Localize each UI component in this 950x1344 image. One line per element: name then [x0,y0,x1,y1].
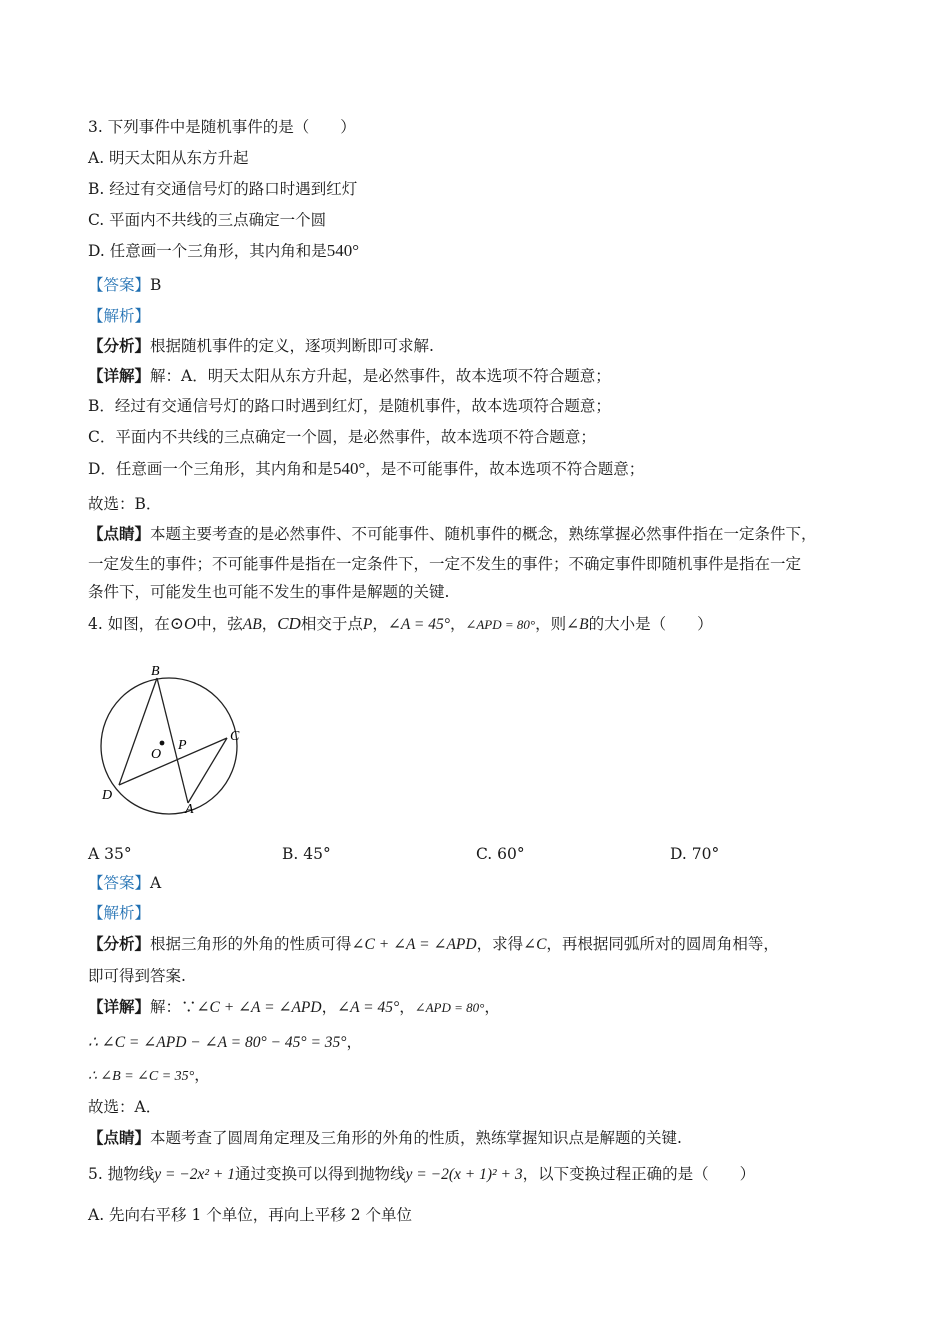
q3-xiangjie-1 [88,365,611,387]
q3-answer [88,274,161,296]
answer-tag: 【答案】 [88,874,151,892]
q3-stem: 3. 下列事件中是随机事件的是（ ） [88,118,356,136]
chord-ab: AB [242,616,262,633]
angle-b: ∠B [566,616,589,633]
fenxi-text: 根据随机事件的定义，逐项判断即可求解. [150,337,434,355]
q3-choose: 故选：B． [88,495,162,513]
comma: ， [449,615,466,633]
angle-a: ∠A = 45° [387,616,450,633]
stem-text: ，以下变换过程正确的是（ ） [522,1165,756,1183]
label-a: A [185,802,194,817]
angle-conclusion: ∴ ∠B = ∠C = 35° [88,1069,195,1084]
fenxi-tag: 【分析】 [88,934,151,953]
q4-choose: 故选：A． [88,1098,162,1116]
comma: ， [484,998,500,1016]
label-p: P [178,738,187,753]
fenxi-tag: 【分析】 [88,336,151,355]
dianjing-tag: 【点睛】 [88,1128,151,1147]
q3-option-d [88,240,359,262]
label-b: B [151,664,160,679]
angle-c: ∠C [523,936,547,953]
comma: ， [346,1033,363,1051]
comma: ， [372,615,388,633]
answer-value: B [150,276,162,294]
because-text: 解：∵ [150,998,197,1016]
line-text: D．任意画一个三角形，其内角和是 [88,460,333,478]
xiangjie-tag: 【详解】 [88,997,151,1016]
q4-option-d: D. 70° [670,845,720,863]
angle-equation: ∠C + ∠A = ∠APD [351,936,477,953]
q3-option-d-text: D. 任意画一个三角形，其内角和是 [88,242,327,260]
q3-option-b: B. 经过有交通信号灯的路口时遇到红灯 [88,180,358,198]
q4-xiangjie-3 [88,1064,210,1088]
circle-symbol: ⊙O [169,614,197,633]
q4-option-a: A 35° [88,845,132,863]
q3-option-c: C. 平面内不共线的三点确定一个圆 [88,211,327,229]
parabola-2: y = −2(x + 1)² + 3 [405,1166,523,1183]
q5-stem [88,1163,755,1186]
stem-text: ，则 [535,615,567,633]
stem-text: 中，弦 [196,615,243,633]
fenxi-text: ，再根据同弧所对的圆周角相等， [546,935,779,953]
point-p: P [362,616,373,633]
q4-xiangjie-1 [88,996,500,1019]
angle-computation: ∴ ∠C = ∠APD − ∠A = 80° − 45° = 35° [88,1034,347,1051]
q3-analysis-tag: 【解析】 [88,307,151,325]
comma: ， [321,998,338,1016]
angle-equation: ∠C + ∠A = ∠APD [196,999,322,1016]
xiangjie-tag: 【详解】 [88,366,151,385]
stem-text: 5. 抛物线 [88,1165,155,1183]
stem-text: 相交于点 [300,615,363,633]
q4-analysis-tag: 【解析】 [88,904,151,922]
comma: ， [261,615,278,633]
angle-value: 540° [332,459,366,478]
q4-answer [88,872,161,894]
q4-fenxi-1 [88,933,779,956]
q3-dianjing-1 [88,523,817,545]
label-d: D [102,788,113,803]
fenxi-text: ，求得 [476,935,524,953]
q3-option-d-value: 540° [326,241,360,260]
q5-option-a: A. 先向右平移 1 个单位，再向上平移 2 个单位 [88,1206,412,1224]
center-dot [160,741,165,746]
q3-option-a: A. 明天太阳从东方升起 [88,149,249,167]
stem-text: 的大小是（ ） [588,615,713,633]
parabola-1: y = −2x² + 1 [154,1166,236,1183]
q3-dianjing-3: 条件下，可能发生也可能不发生的事件是解题的关键. [88,583,450,601]
q4-stem [88,613,713,636]
q3-xiangjie-2: B．经过有交通信号灯的路口时遇到红灯，是随机事件，故本选项符合题意； [88,397,611,415]
answer-value: A [150,874,162,892]
circle-figure [95,660,255,820]
stem-text: 通过变换可以得到抛物线 [235,1165,406,1183]
q3-xiangjie-3: C．平面内不共线的三点确定一个圆，是必然事件，故本选项不符合题意； [88,428,596,446]
label-o: O [151,747,162,762]
label-c: C [230,729,240,744]
q4-option-c: C. 60° [476,845,525,863]
angle-apd: ∠APD = 80° [414,1000,485,1015]
chord-cd: CD [277,614,301,633]
q4-option-b: B. 45° [282,845,331,863]
answer-tag: 【答案】 [88,276,151,294]
stem-text: 4. 如图，在 [88,615,170,633]
circle-o [101,678,237,814]
fenxi-text: 根据三角形的外角的性质可得 [150,935,352,953]
dianjing-tag: 【点睛】 [88,524,151,543]
dianjing-text: 本题考查了圆周角定理及三角形的外角的性质，熟练掌握知识点是解题的关键. [150,1129,682,1147]
dianjing-text: 本题主要考查的是必然事件、不可能事件、随机事件的概念，熟练掌握必然事件指在一定条件下， [150,525,817,543]
q3-xiangjie-4 [88,458,644,480]
comma: ， [399,998,415,1016]
angle-a: ∠A = 45° [337,999,400,1016]
q4-fenxi-2: 即可得到答案. [88,967,186,985]
q4-xiangjie-2 [88,1031,362,1054]
angle-apd: ∠APD = 80° [465,617,536,632]
segment-ca [188,738,227,803]
line-text: ，是不可能事件，故本选项不符合题意； [365,460,645,478]
comma: ， [194,1066,210,1084]
q4-dianjing [88,1127,682,1149]
xiangjie-text: 解：A．明天太阳从东方升起，是必然事件，故本选项不符合题意； [150,367,611,385]
q3-fenxi [88,335,434,357]
q3-dianjing-2: 一定发生的事件；不可能事件是指在一定条件下，一定不发生的事件；不确定事件即随机事件是指在一定 [88,555,802,573]
